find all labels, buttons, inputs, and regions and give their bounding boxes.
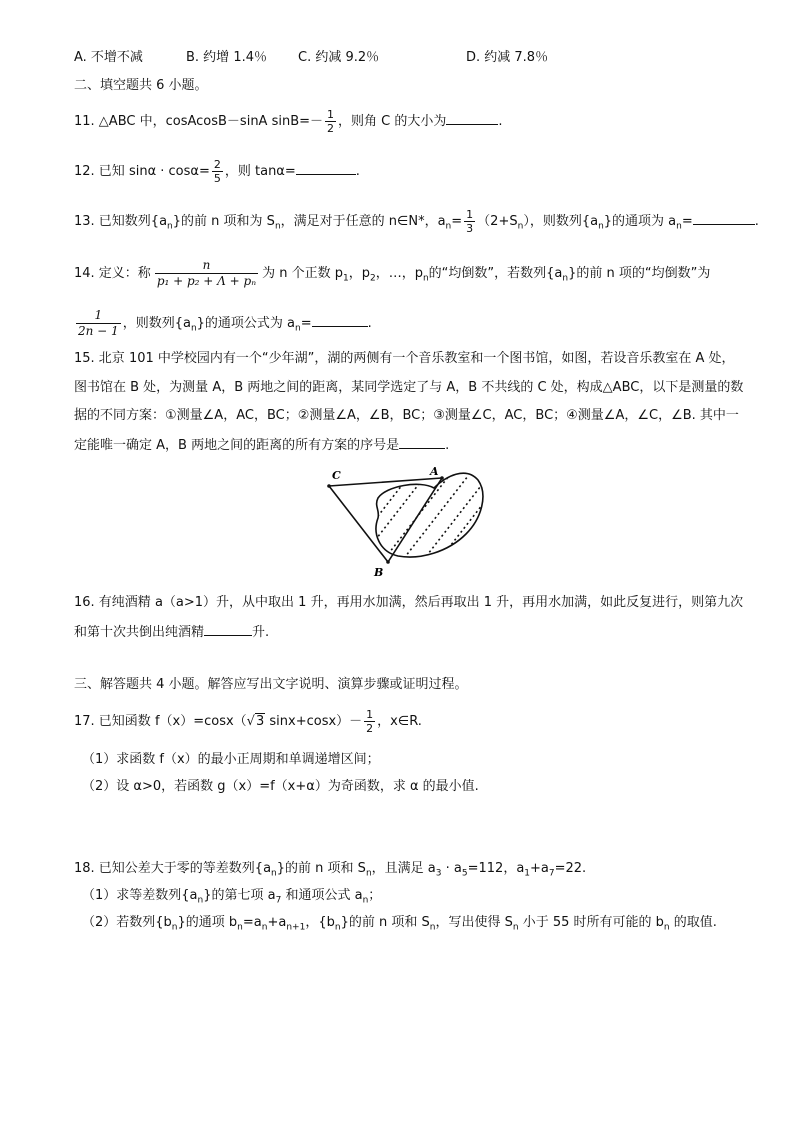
q13-end: . bbox=[754, 214, 759, 229]
q18-text: ，且满足 a bbox=[371, 861, 436, 876]
q18-text: ； bbox=[368, 888, 382, 903]
q14-frac-num: n bbox=[155, 258, 258, 274]
question-15-line-4 bbox=[74, 434, 449, 456]
q18-text: 小于 55 时所有可能的 b bbox=[518, 915, 664, 930]
q14-frac-num: 1 bbox=[76, 308, 121, 324]
q11-frac-den: 2 bbox=[327, 122, 335, 135]
q11-text: 11. △ABC 中，cosAcosB－sinA sinB=－ bbox=[74, 114, 324, 129]
subscript: n bbox=[237, 922, 243, 933]
q14-text: ，则数列{a bbox=[122, 316, 191, 331]
question-17-part-1: （1）求函数 f（x）的最小正周期和单调递增区间； bbox=[82, 752, 380, 767]
subscript: 1 bbox=[342, 273, 349, 284]
q17-text: 17. 已知函数 f（x）=cosx（ bbox=[74, 714, 247, 729]
q18-text: （2）若数列{b bbox=[82, 915, 172, 930]
q14-text: ，p bbox=[348, 266, 370, 281]
sqrt-symbol: √3 bbox=[246, 714, 265, 729]
subscript: n bbox=[167, 221, 173, 232]
q13-text: = bbox=[681, 214, 693, 229]
subscript: n bbox=[334, 922, 341, 933]
q18-text: ，写出使得 S bbox=[435, 915, 513, 930]
subscript: 2 bbox=[369, 273, 376, 284]
q11-suffix: ，则角 C 的大小为 bbox=[338, 114, 447, 129]
q13-text: 13. 已知数列{a bbox=[74, 214, 168, 229]
answer-blank[interactable] bbox=[446, 110, 498, 125]
option-d: D. 约减 7.8％ bbox=[466, 50, 549, 65]
q14-frac-den: p₁ + p₂ + Λ + pₙ bbox=[156, 274, 257, 288]
subscript: n bbox=[598, 221, 604, 232]
q13-fraction bbox=[464, 208, 475, 235]
subscript: n bbox=[422, 273, 429, 284]
q18-text: 18. 已知公差大于零的等差数列{a bbox=[74, 861, 272, 876]
subscript: n bbox=[261, 922, 268, 933]
point-c bbox=[327, 484, 331, 488]
subscript: n+1 bbox=[286, 922, 306, 933]
q13-text: }的前 n 项和为 S bbox=[172, 214, 275, 229]
q14-text: 的“均倒数”，若数列{a bbox=[428, 266, 563, 281]
q17-fraction bbox=[364, 708, 375, 735]
q18-text: （1）求等差数列{a bbox=[82, 888, 198, 903]
q16-text: 和第十次共倒出纯酒精 bbox=[74, 625, 205, 640]
subscript: n bbox=[190, 323, 197, 334]
question-12 bbox=[74, 158, 360, 185]
q15-end: . bbox=[445, 438, 450, 453]
q14-text: 14. 定义：称 bbox=[74, 266, 151, 281]
subscript: n bbox=[517, 221, 524, 232]
q18-text: +a bbox=[530, 861, 549, 876]
q13-frac-num: 1 bbox=[466, 208, 474, 221]
subscript: n bbox=[429, 922, 436, 933]
question-14-line-1 bbox=[74, 258, 710, 289]
subscript: n bbox=[676, 221, 682, 232]
subscript: n bbox=[295, 323, 301, 334]
question-15-line-3: 据的不同方案：①测量∠A，AC，BC；②测量∠A，∠B，BC；③测量∠C，AC，BC；④测量∠A，∠C，∠B. 其中一 bbox=[74, 408, 739, 423]
answer-blank[interactable] bbox=[399, 434, 445, 449]
subscript: 3 bbox=[435, 868, 442, 879]
question-17 bbox=[74, 708, 422, 735]
q14-text: 为 n 个正数 p bbox=[262, 266, 343, 281]
q14-text: ，…，p bbox=[375, 266, 423, 281]
q18-text: =a bbox=[242, 915, 262, 930]
subscript: n bbox=[562, 273, 569, 284]
q18-text: }的前 n 项和 S bbox=[340, 915, 430, 930]
q17-text: sinx+cosx）－ bbox=[269, 714, 363, 729]
answer-blank[interactable] bbox=[312, 312, 368, 327]
q18-text: ，{b bbox=[305, 915, 335, 930]
subscript: n bbox=[445, 221, 452, 232]
question-18-part-2 bbox=[82, 913, 717, 938]
q11-end: . bbox=[498, 114, 503, 129]
q14-frac-den: 2n − 1 bbox=[78, 324, 119, 338]
question-15-line-2: 图书馆在 B 处，为测量 A，B 两地之间的距离，某同学选定了与 A，B 不共线的 C 处，构成△ABC，以下是测量的数 bbox=[74, 380, 744, 395]
answer-blank[interactable] bbox=[693, 210, 755, 225]
q14-line2-fraction bbox=[76, 308, 121, 339]
subscript: 7 bbox=[548, 868, 555, 879]
q18-text: =112，a bbox=[467, 861, 525, 876]
subscript: n bbox=[171, 922, 178, 933]
q12-frac-den: 5 bbox=[213, 172, 221, 185]
subscript: n bbox=[362, 895, 369, 906]
q18-text: · a bbox=[441, 861, 462, 876]
q18-text: =22. bbox=[554, 861, 587, 876]
subscript: 5 bbox=[461, 868, 468, 879]
subscript: n bbox=[197, 895, 204, 906]
q13-text: ，满足对于任意的 n∈N*，a bbox=[280, 214, 446, 229]
option-c: C. 约减 9.2％ bbox=[298, 50, 380, 65]
label-b: B bbox=[374, 566, 384, 579]
q16-end: 升. bbox=[252, 625, 270, 640]
subscript: 1 bbox=[524, 868, 531, 879]
option-b: B. 约增 1.4％ bbox=[186, 50, 267, 65]
q12-end: . bbox=[355, 164, 360, 179]
subscript: n bbox=[663, 922, 670, 933]
q12-fraction bbox=[212, 158, 223, 185]
question-14-line-2 bbox=[74, 308, 372, 339]
q18-text: 的取值. bbox=[669, 915, 717, 930]
q14-end: . bbox=[367, 316, 372, 331]
q13-text: }的通项为 a bbox=[603, 214, 677, 229]
subscript: 7 bbox=[275, 895, 282, 906]
q14-fraction bbox=[155, 258, 258, 289]
q17-frac-den: 2 bbox=[366, 722, 374, 735]
q13-frac-den: 3 bbox=[466, 222, 474, 235]
subscript: n bbox=[274, 221, 281, 232]
question-16-line-2 bbox=[74, 621, 269, 643]
subscript: n bbox=[365, 868, 372, 879]
q13-text: （2+S bbox=[477, 214, 518, 229]
lake-triangle-figure bbox=[316, 462, 496, 582]
section-heading-solutions: 三、解答题共 4 小题。解答应写出文字说明、演算步骤或证明过程。 bbox=[74, 677, 468, 692]
section-heading-fill-in: 二、填空题共 6 小题。 bbox=[74, 78, 208, 93]
question-13 bbox=[74, 208, 759, 237]
q14-text: }的通项公式为 a bbox=[196, 316, 296, 331]
question-17-part-2: （2）设 α>0，若函数 g（x）=f（x+α）为奇函数，求 α 的最小值. bbox=[82, 779, 479, 794]
point-b bbox=[386, 560, 390, 564]
q13-text: = bbox=[451, 214, 463, 229]
lake-outline bbox=[376, 473, 483, 557]
label-c: C bbox=[332, 469, 341, 482]
q14-text: = bbox=[300, 316, 312, 331]
q12-frac-num: 2 bbox=[213, 158, 221, 171]
q17-text: ，x∈R. bbox=[377, 714, 422, 729]
option-a: A. 不增不减 bbox=[74, 50, 143, 65]
answer-blank[interactable] bbox=[296, 160, 356, 175]
q17-frac-num: 1 bbox=[366, 708, 374, 721]
q12-text: 12. 已知 sinα · cosα= bbox=[74, 164, 210, 179]
question-15-line-1: 15. 北京 101 中学校园内有一个“少年湖”，湖的两侧有一个音乐教室和一个图书馆，如图，若设音乐教室在 A 处， bbox=[74, 351, 735, 366]
question-16-line-1: 16. 有纯酒精 a（a>1）升，从中取出 1 升，再用水加满，然后再取出 1 升，再用水加满，如此反复进行，则第九次 bbox=[74, 595, 744, 610]
question-11 bbox=[74, 108, 503, 135]
q11-frac-num: 1 bbox=[327, 108, 335, 121]
q18-text: }的前 n 项和 S bbox=[276, 861, 366, 876]
subscript: n bbox=[271, 868, 277, 879]
point-a bbox=[440, 476, 444, 480]
label-a: A bbox=[430, 465, 439, 478]
answer-blank[interactable] bbox=[204, 621, 252, 636]
q18-text: +a bbox=[267, 915, 287, 930]
q15-text: 定能唯一确定 A，B 两地之间的距离的所有方案的序号是 bbox=[74, 438, 400, 453]
subscript: n bbox=[512, 922, 519, 933]
question-18 bbox=[74, 859, 586, 884]
q18-text: 和通项公式 a bbox=[281, 888, 363, 903]
q18-text: }的第七项 a bbox=[203, 888, 276, 903]
sqrt-radicand: 3 bbox=[255, 714, 265, 729]
q11-fraction bbox=[325, 108, 336, 135]
q14-text: }的前 n 项的“均倒数”为 bbox=[568, 266, 711, 281]
q13-text: ），则数列{a bbox=[523, 214, 599, 229]
question-18-part-1 bbox=[82, 886, 381, 911]
q18-text: }的通项 b bbox=[177, 915, 238, 930]
q12-suffix: ，则 tanα= bbox=[224, 164, 296, 179]
